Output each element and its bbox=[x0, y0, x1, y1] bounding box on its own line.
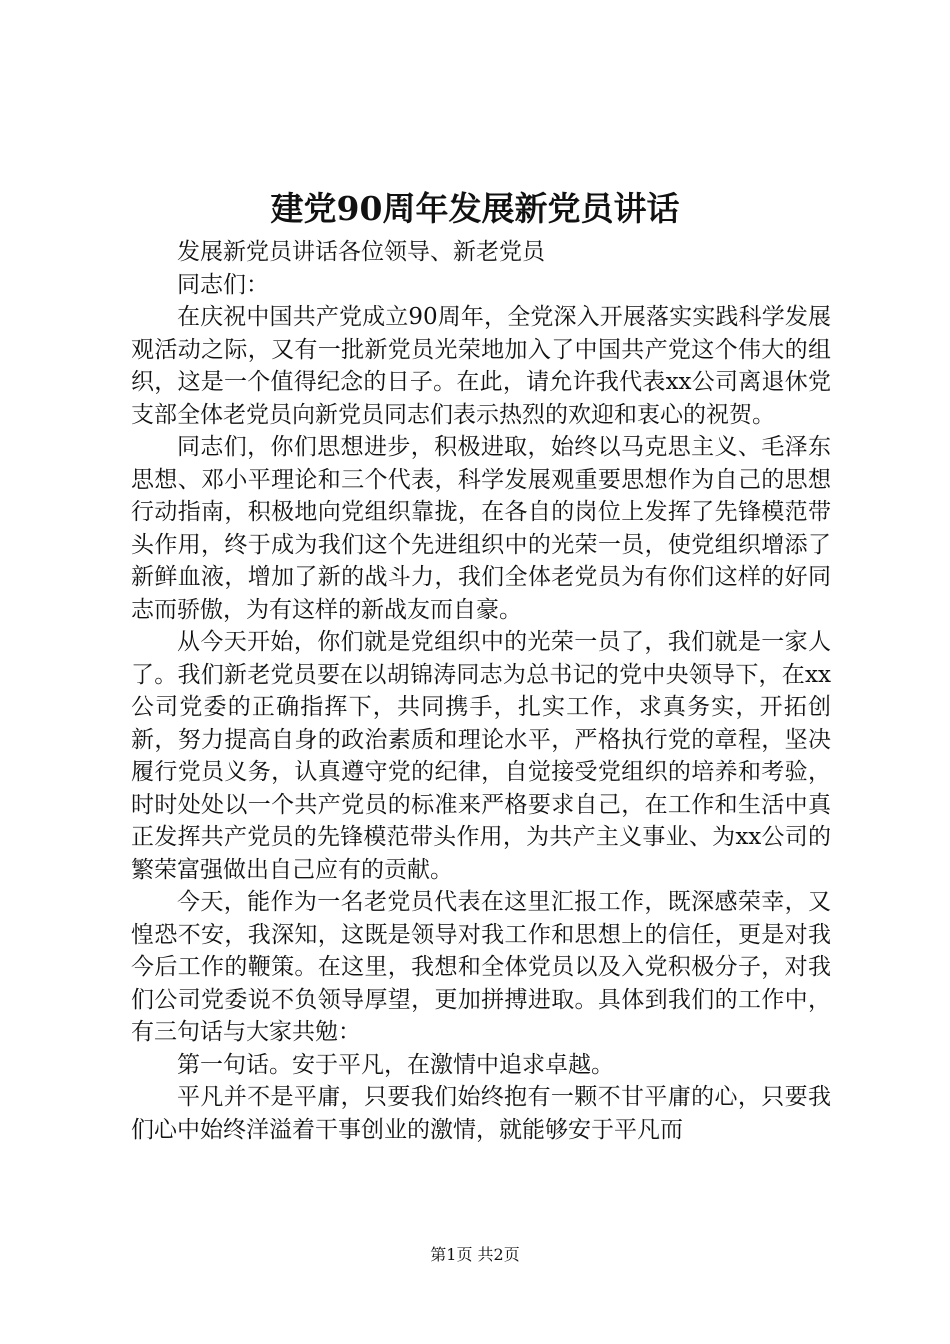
page-number-footer: 第1页 共2页 bbox=[430, 1245, 520, 1264]
document-body bbox=[131, 236, 831, 1146]
paragraph-greeting: 发展新党员讲话各位领导、新老党员 bbox=[177, 239, 545, 265]
paragraph-1: 在庆祝中国共产党成立90周年，全党深入开展落实实践科学发展观活动之际，又有一批新党员光荣地加入了中国共产党这个伟大的组织，这是一个值得纪念的日子。在此，请允许我代表xx公司离退休党支部全体老党员向新党员同志们表示热烈的欢迎和衷心的祝贺。 bbox=[131, 304, 831, 428]
document-title: 建党90周年发展新党员讲话 bbox=[270, 189, 680, 228]
paragraph-3: 从今天开始，你们就是党组织中的光荣一员了，我们就是一家人了。我们新老党员要在以胡锦涛同志为总书记的党中央领导下，在xx公司党委的正确指挥下，共同携手，扎实工作，求真务实，开拓创新，努力提高自身的政治素质和理论水平，严格执行党的章程，坚决履行党员义务，认真遵守党的纪律，自觉接受党组织的培养和考验，时时处处以一个共产党员的标准来严格要求自己，在工作和生活中真正发挥共产党员的先锋模范带头作用，为共产主义事业、为xx公司的繁荣富强做出自己应有的贡献。 bbox=[131, 629, 831, 883]
paragraph-salutation: 同志们： bbox=[177, 271, 269, 298]
paragraph-4: 今天，能作为一名老党员代表在这里汇报工作，既深感荣幸，又惶恐不安，我深知，这既是领导对我工作和思想上的信任，更是对我今后工作的鞭策。在这里，我想和全体党员以及入党积极分子，对我们公司党委说不负领导厚望，更加拼搏进取。具体到我们的工作中，有三句话与大家共勉： bbox=[131, 889, 831, 1045]
paragraph-2: 同志们，你们思想进步，积极进取，始终以马克思主义、毛泽东思想、邓小平理论和三个代表，科学发展观重要思想作为自己的思想行动指南，积极地向党组织靠拢，在各自的岗位上发挥了先锋模范带头作用，终于成为我们这个先进组织中的光荣一员，使党组织增添了新鲜血液，增加了新的战斗力，我们全体老党员为有你们这样的好同志而骄傲，为有这样的新战友而自豪。 bbox=[131, 434, 831, 623]
paragraph-5: 第一句话。安于平凡，在激情中追求卓越。 bbox=[177, 1051, 614, 1078]
paragraph-6: 平凡并不是平庸，只要我们始终抱有一颗不甘平庸的心，只要我们心中始终洋溢着干事创业的激情，就能够安于平凡而 bbox=[131, 1084, 831, 1143]
